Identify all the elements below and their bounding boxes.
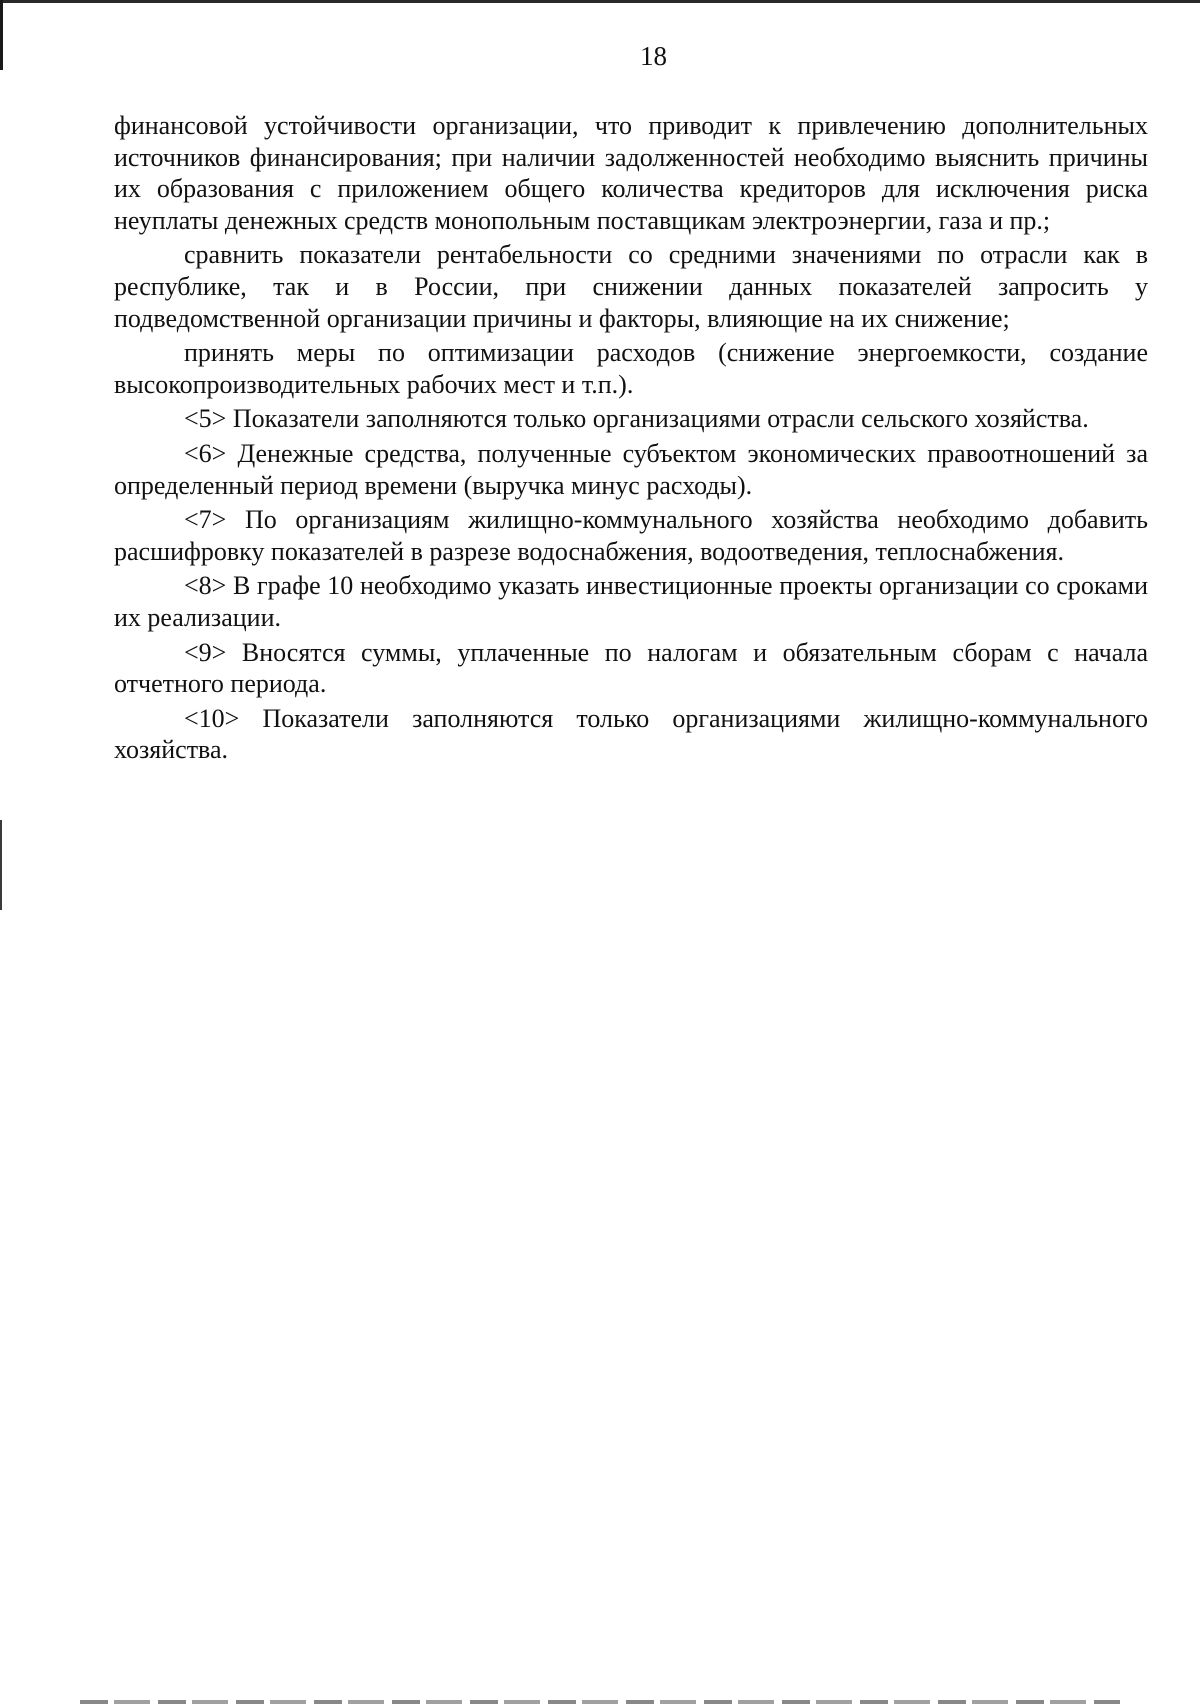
paragraph-cost-optimization: принять меры по оптимизации расходов (снижение энергоемкости, создание высокопроизводительных рабочих мест и т.п.). [114, 338, 1148, 399]
footnote-10: <10> Показатели заполняются только организациями жилищно-коммунального хозяйства. [114, 703, 1148, 765]
scan-edge-left [0, 0, 3, 70]
footnote-7: <7> По организациям жилищно-коммунального хозяйства необходимо добавить расшифровку показателей в разрезе водоснабжения, водоотведения, теплоснабжения. [114, 505, 1148, 566]
paragraph-profitability: сравнить показатели рентабельности со средними значениями по отрасли как в республике, так и в России, при снижении данных показателей запросить у подведомственной организации причины и факторы, влияющие на их снижение; [114, 240, 1148, 333]
body-text [114, 110, 1148, 769]
scan-edge-bottom [80, 1700, 1120, 1704]
footnote-8: <8> В графе 10 необходимо указать инвестиционные проекты организации со сроками их реализации. [114, 571, 1148, 632]
footnote-9: <9> Вносятся суммы, уплаченные по налогам и обязательным сборам с начала отчетного периода. [114, 637, 1148, 699]
page-number: 18 [640, 41, 667, 71]
paragraph-continuation: финансовой устойчивости организации, что приводит к привлечению дополнительных источников финансирования; при наличии задолженностей необходимо выяснить причины их образования с приложением общего количества кредиторов для исключения риска неуплаты денежных средств монопольным поставщикам электроэнергии, газа и пр.; [114, 111, 1148, 235]
scan-edge-left-lower [0, 820, 2, 910]
scan-edge-top [0, 0, 1200, 3]
footnote-6: <6> Денежные средства, полученные субъектом экономических правоотношений за определенный период времени (выручка минус расходы). [114, 438, 1148, 500]
footnote-5: <5> Показатели заполняются только организациями отрасли сельского хозяйства. [184, 404, 1089, 434]
